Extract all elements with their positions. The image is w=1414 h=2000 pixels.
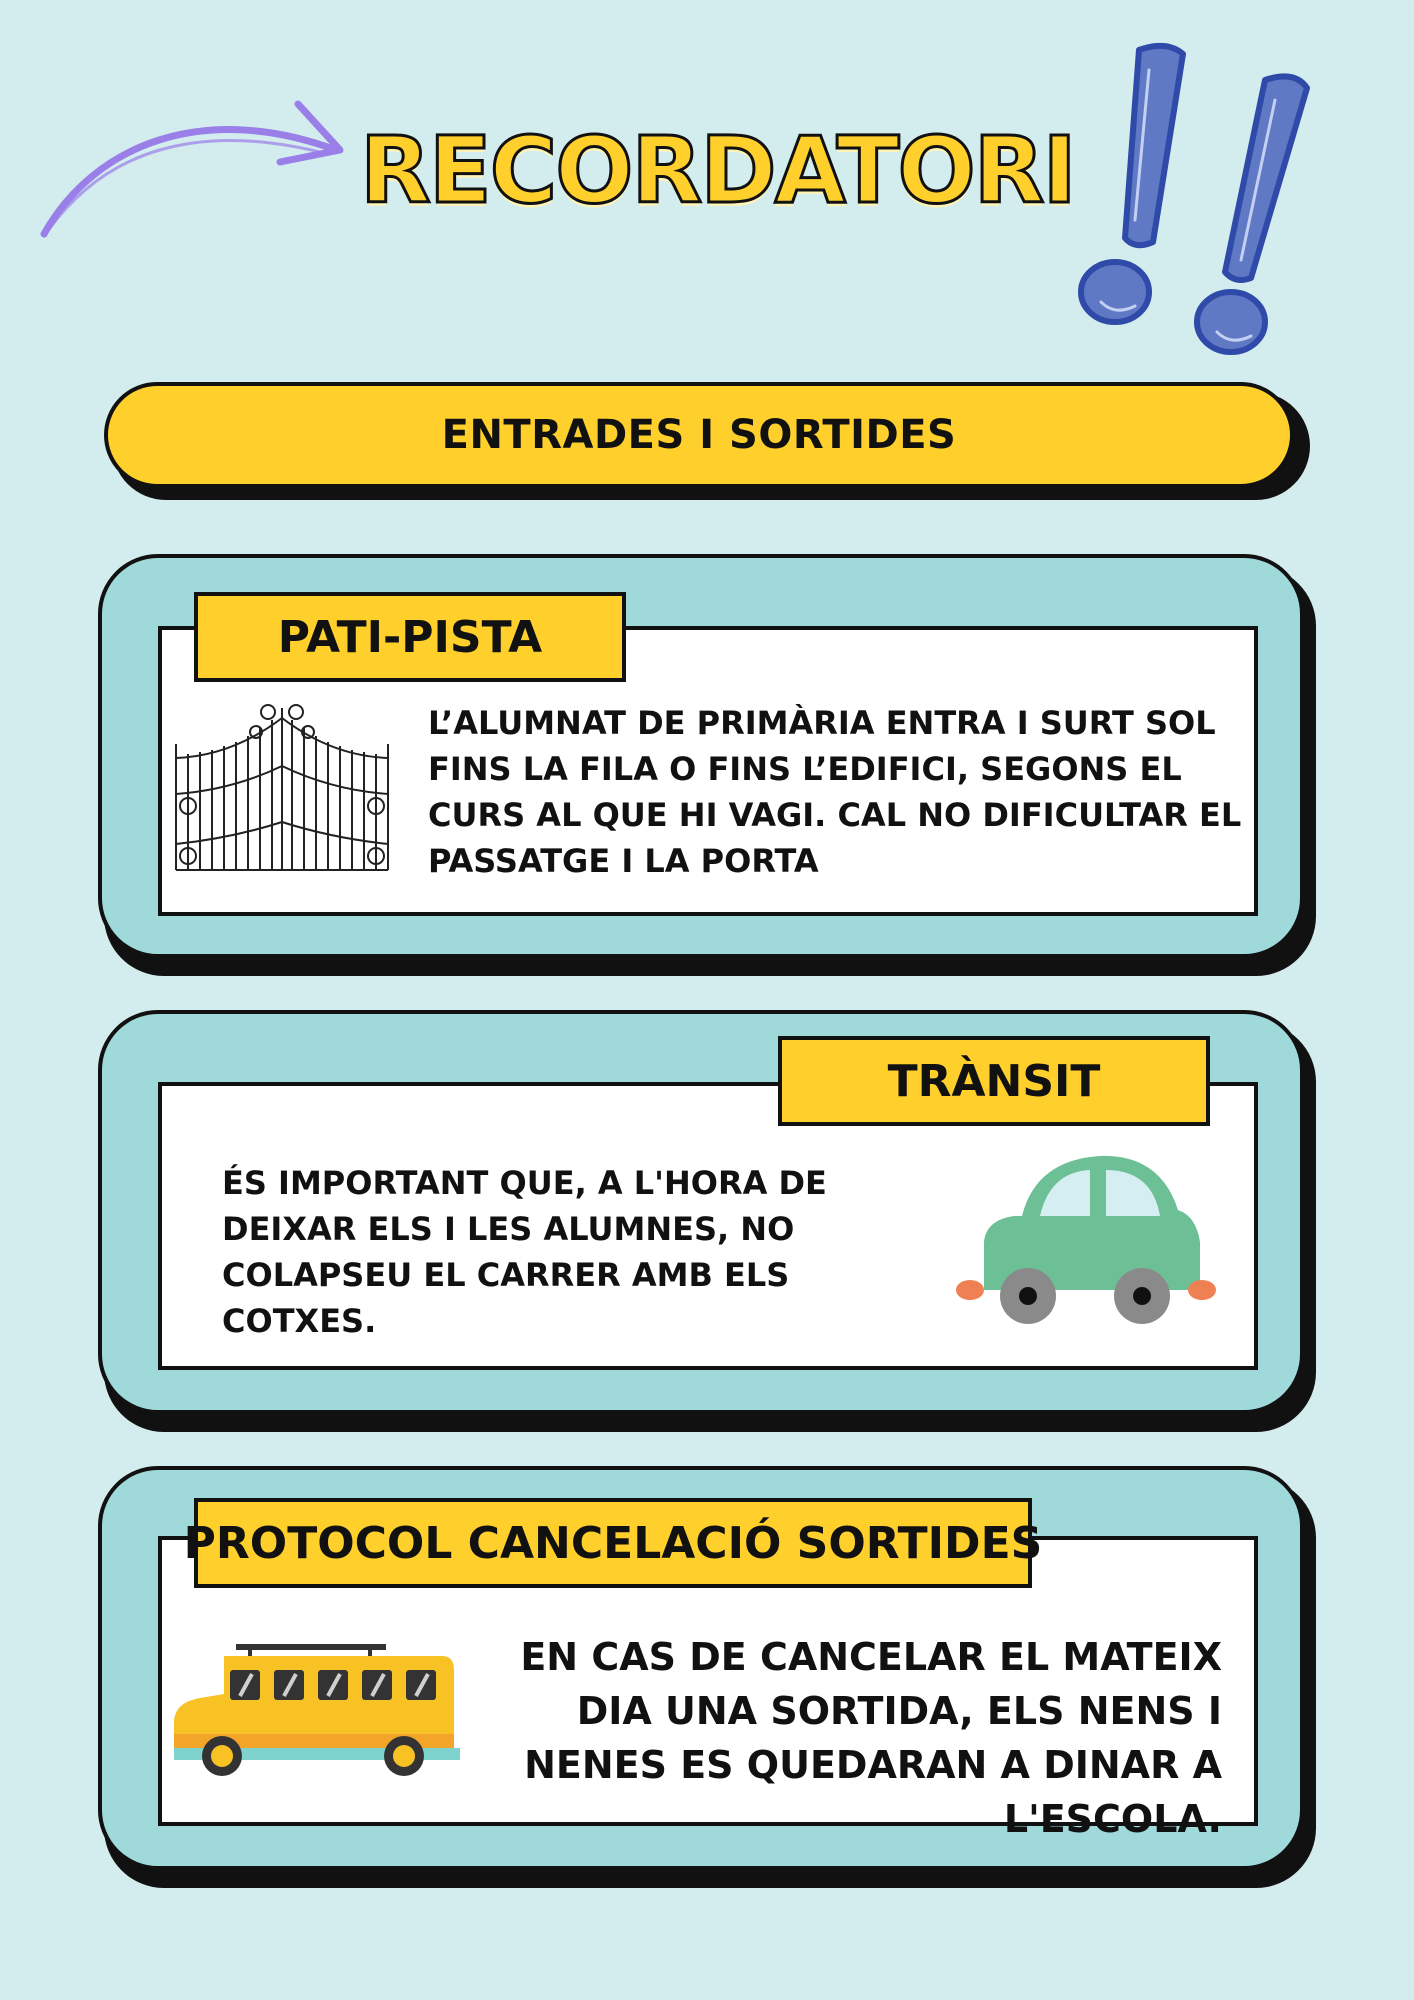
card-tag-label: TRÀNSIT <box>887 1055 1101 1107</box>
gate-icon <box>172 698 392 876</box>
card-tag-label: PATI-PISTA <box>277 611 543 663</box>
card-tag-label: PROTOCOL CANCELACIÓ SORTIDES <box>183 1517 1043 1569</box>
banner-label: ENTRADES I SORTIDES <box>441 412 957 458</box>
exclamation-marks-icon <box>1075 40 1355 360</box>
page-title: RECORDATORI <box>360 117 1075 224</box>
card-tag <box>183 1498 1043 1588</box>
school-bus-icon <box>170 1640 464 1780</box>
car-icon <box>956 1150 1216 1330</box>
curved-arrow-icon <box>36 92 346 252</box>
card-text: L’ALUMNAT DE PRIMÀRIA ENTRA I SURT SOL FINS LA FILA O FINS L’EDIFICI, SEGONS EL CURS AL QUE HI VAGI. CAL NO DIFICULTAR EL PASSATGE I LA PORTA <box>428 704 1242 880</box>
card-text: ÉS IMPORTANT QUE, A L'HORA DE DEIXAR ELS I LES ALUMNES, NO COLAPSEU EL CARRER AMB ELS COTXES. <box>222 1164 827 1340</box>
card-tag <box>778 1036 1210 1126</box>
card-text: EN CAS DE CANCELAR EL MATEIX DIA UNA SORTIDA, ELS NENS I NENES ES QUEDARAN A DINAR A L'ESCOLA. <box>520 1635 1222 1841</box>
card-tag <box>194 592 626 682</box>
section-banner <box>104 382 1294 488</box>
